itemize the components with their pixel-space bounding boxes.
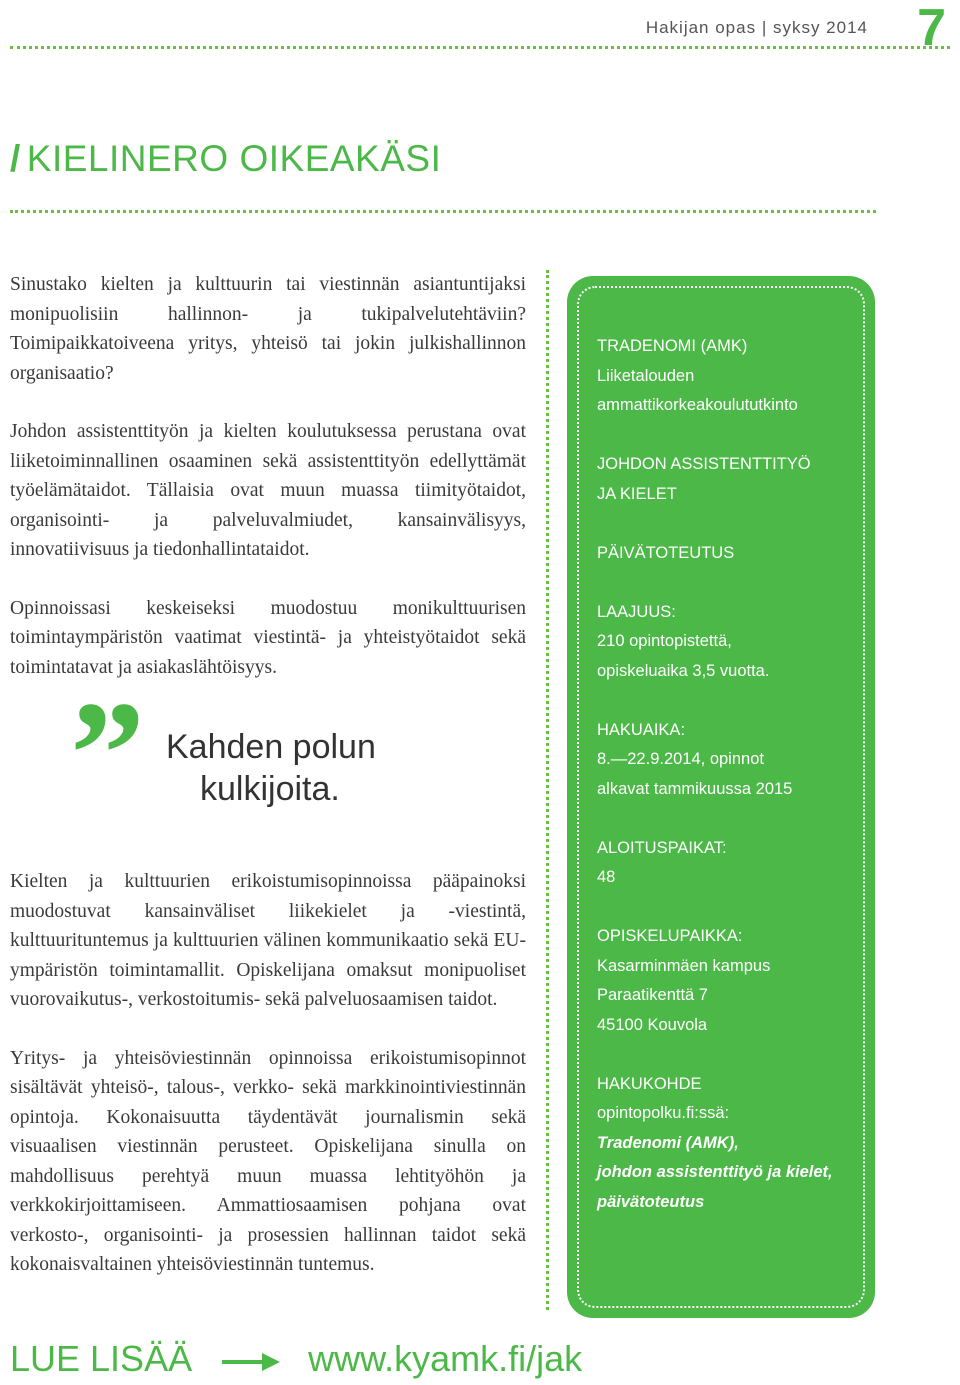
location-line: 45100 Kouvola (597, 1015, 708, 1034)
scope-line: 210 opintopistettä, (597, 632, 732, 650)
quote-line-1: Kahden polun (166, 728, 376, 766)
page-number: 7 (917, 0, 946, 57)
paragraph: Opinnoissasi keskeiseksi muodostuu monikulttuurisen toimintaympäristön vaatimat viestintä- ja yhteistyötaidot sekä toimintatavat ja asiakaslähtöisyys. (10, 597, 526, 678)
title-text: KIELINERO OIKEAKÄSI (26, 138, 442, 179)
degree-block (597, 332, 867, 421)
places-value: 48 (597, 868, 616, 886)
title-slash-icon: / (10, 138, 21, 179)
target-line: johdon assistenttityö ja kielet, (597, 1163, 833, 1181)
read-more-link[interactable]: www.kyamk.fi/jak (308, 1338, 583, 1379)
location-block (597, 922, 867, 1040)
target-label: HAKUKOHDE (597, 1074, 702, 1093)
location-label: OPISKELUPAIKKA: (597, 927, 743, 945)
mode-block (597, 539, 867, 569)
application-line: alkavat tammikuussa 2015 (597, 779, 793, 798)
target-block (597, 1070, 867, 1218)
info-box-content (597, 332, 867, 1247)
quote-mark-icon: ” (70, 671, 145, 837)
arrow-right-icon (222, 1340, 280, 1382)
degree-line: ammattikorkeakoulututkinto (597, 396, 798, 414)
program-line: JA KIELET (597, 484, 677, 503)
scope-label: LAAJUUS: (597, 602, 676, 621)
page-title (10, 138, 441, 180)
paragraph: Yritys- ja yhteisöviestinnän opinnoissa erikoistumisopinnot sisältävät yhteisö-, talous-, verkko- sekä markkinointiviestinnän opintoja. Kokonaisuutta täydentävät journalismin sekä visuaalisen viestinnän perusteet. Opiskelijana sinulla on mahdollisuus perehtyä muun muassa lehtityöhön ja verkkokirjoittamiseen. Ammattiosaamisen pohjana ovat verkosto-, organisointi- ja prosessien hallinnan taidot sekä kokonaisvaltainen yhteisöviestinnän tuntemus. (10, 1047, 526, 1275)
info-box (567, 276, 875, 1318)
target-line: Tradenomi (AMK), (597, 1133, 739, 1152)
pull-quote (10, 671, 526, 841)
scope-line: opiskeluaika 3,5 vuotta. (597, 661, 770, 680)
read-more-label: LUE LISÄÄ (10, 1338, 193, 1379)
target-line: opintopolku.fi:ssä: (597, 1104, 730, 1122)
degree-title: TRADENOMI (AMK) (597, 337, 748, 355)
footer-read-more (10, 1338, 582, 1382)
program-line: JOHDON ASSISTENTTITYÖ (597, 455, 811, 473)
header-text: Hakijan opas | syksy 2014 (645, 18, 868, 37)
mode-line: PÄIVÄTOTEUTUS (597, 543, 735, 562)
quote-line-2: kulkijoita. (200, 770, 340, 808)
paragraph: Johdon assistenttityön ja kielten koulutuksessa perustana ovat liiketoiminnallinen osaaminen sekä assistenttityön edellyttämät työelämätaidot. Tällaisia ovat muun muassa tiimityötaidot, organisointi- ja palveluvalmiudet, kansainvälisyys, innovatiivisuus ja tiedonhallintataidot. (10, 421, 526, 560)
application-block (597, 716, 867, 805)
main-text-column (10, 270, 526, 1309)
application-line: 8.—22.9.2014, opinnot (597, 750, 764, 768)
location-line: Kasarminmäen kampus (597, 956, 771, 975)
degree-line: Liiketalouden (597, 366, 695, 385)
scope-block (597, 598, 867, 687)
paragraph: Kielten ja kulttuurien erikoistumisopinnoissa pääpainoksi muodostuvat kansainväliset liikekielet ja -viestintä, kulttuurituntemus ja kulttuurien välinen kommunikaatio sekä EU-ympäristön toimintamallit. Opiskelijana omaksut monipuoliset vuorovaikutus-, verkostoitumis- sekä palveluosaamisen taidot. (10, 871, 526, 1010)
location-line: Paraatikenttä 7 (597, 986, 708, 1004)
application-label: HAKUAIKA: (597, 720, 686, 739)
target-line: päivätoteutus (597, 1192, 705, 1211)
title-divider (10, 210, 876, 213)
column-divider (546, 270, 549, 1310)
places-block (597, 834, 867, 893)
program-block (597, 450, 867, 509)
places-label: ALOITUSPAIKAT: (597, 838, 727, 857)
paragraph: Sinustako kielten ja kulttuurin tai viestinnän asiantuntijaksi monipuolisiin hallinnon- ja tukipalvelutehtäviin? Toimipaikkatoiveena yritys, yhteisö tai jokin julkishallinnon organisaatio? (10, 274, 526, 384)
header-divider (10, 46, 950, 49)
